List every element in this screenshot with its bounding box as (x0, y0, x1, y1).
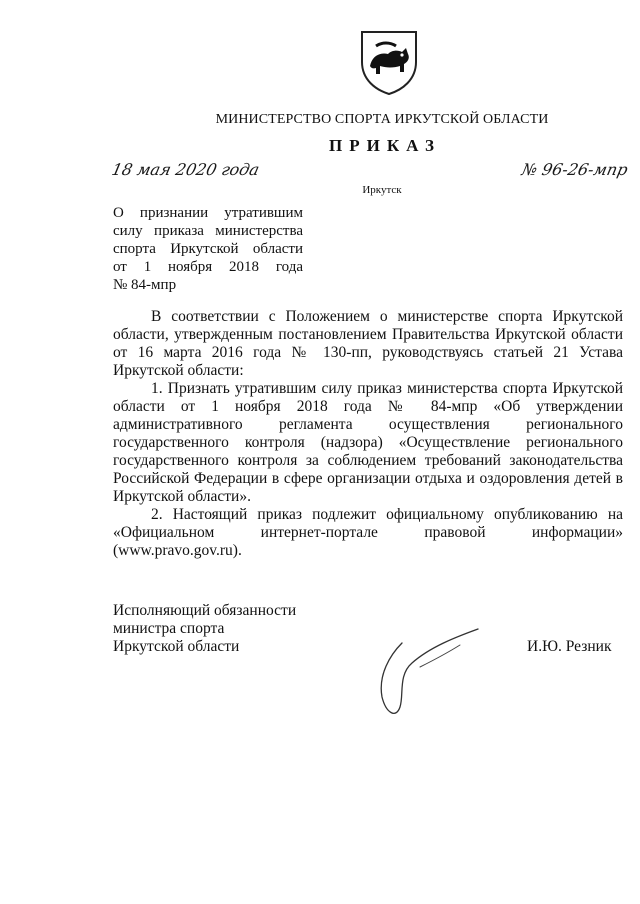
handwritten-number: № 96-26-мпр (519, 160, 630, 179)
subject-line: силу приказа министерства (113, 223, 303, 239)
city-label: Иркутск (362, 184, 402, 196)
subject-line: О признании утратившим (113, 205, 303, 221)
position-line: министра спорта (113, 620, 225, 637)
signatory-name: И.Ю. Резник (527, 638, 612, 655)
subject-line: спорта Иркутской области (113, 241, 303, 257)
ministry-name: МИНИСТЕРСТВО СПОРТА ИРКУТСКОЙ ОБЛАСТИ (215, 112, 549, 127)
subject-line: от 1 ноября 2018 года (113, 259, 303, 275)
subject-line: № 84-мпр (113, 277, 177, 293)
item-1-paragraph: 1. Признать утратившим силу приказ министерства спорта Иркутской области от 1 ноября 2018 года № 84-мпр «Об утверждении административного регламента осуществления регионального государственного контроля (надзора) «Осуществление регионального государственного контроля за соблюдением требований законодательства Российской Федерации в сфере организации отдыха и оздоровления детей в Иркутской области». (113, 380, 623, 505)
document-type: ПРИКАЗ (329, 136, 441, 155)
preamble-paragraph: В соответствии с Положением о министерстве спорта Иркутской области, утвержденным постановлением Правительства Иркутской области от 16 марта 2016 года № 130-пп, руководствуясь статьей 21 Устава Иркутской области: (113, 308, 623, 379)
coat-of-arms-icon (358, 28, 420, 96)
position-line: Исполняющий обязанности (113, 602, 297, 619)
position-line: Иркутской области (113, 638, 240, 655)
handwritten-signature (360, 615, 500, 725)
item-2-paragraph: 2. Настоящий приказ подлежит официальному опубликованию на «Официальном интернет-портале правовой информации» (www.pravo.gov.ru). (113, 506, 623, 559)
subject-block (113, 204, 303, 294)
signatory-position (113, 602, 296, 656)
document-body (113, 308, 623, 560)
handwritten-date: 18 мая 2020 года (109, 160, 262, 179)
